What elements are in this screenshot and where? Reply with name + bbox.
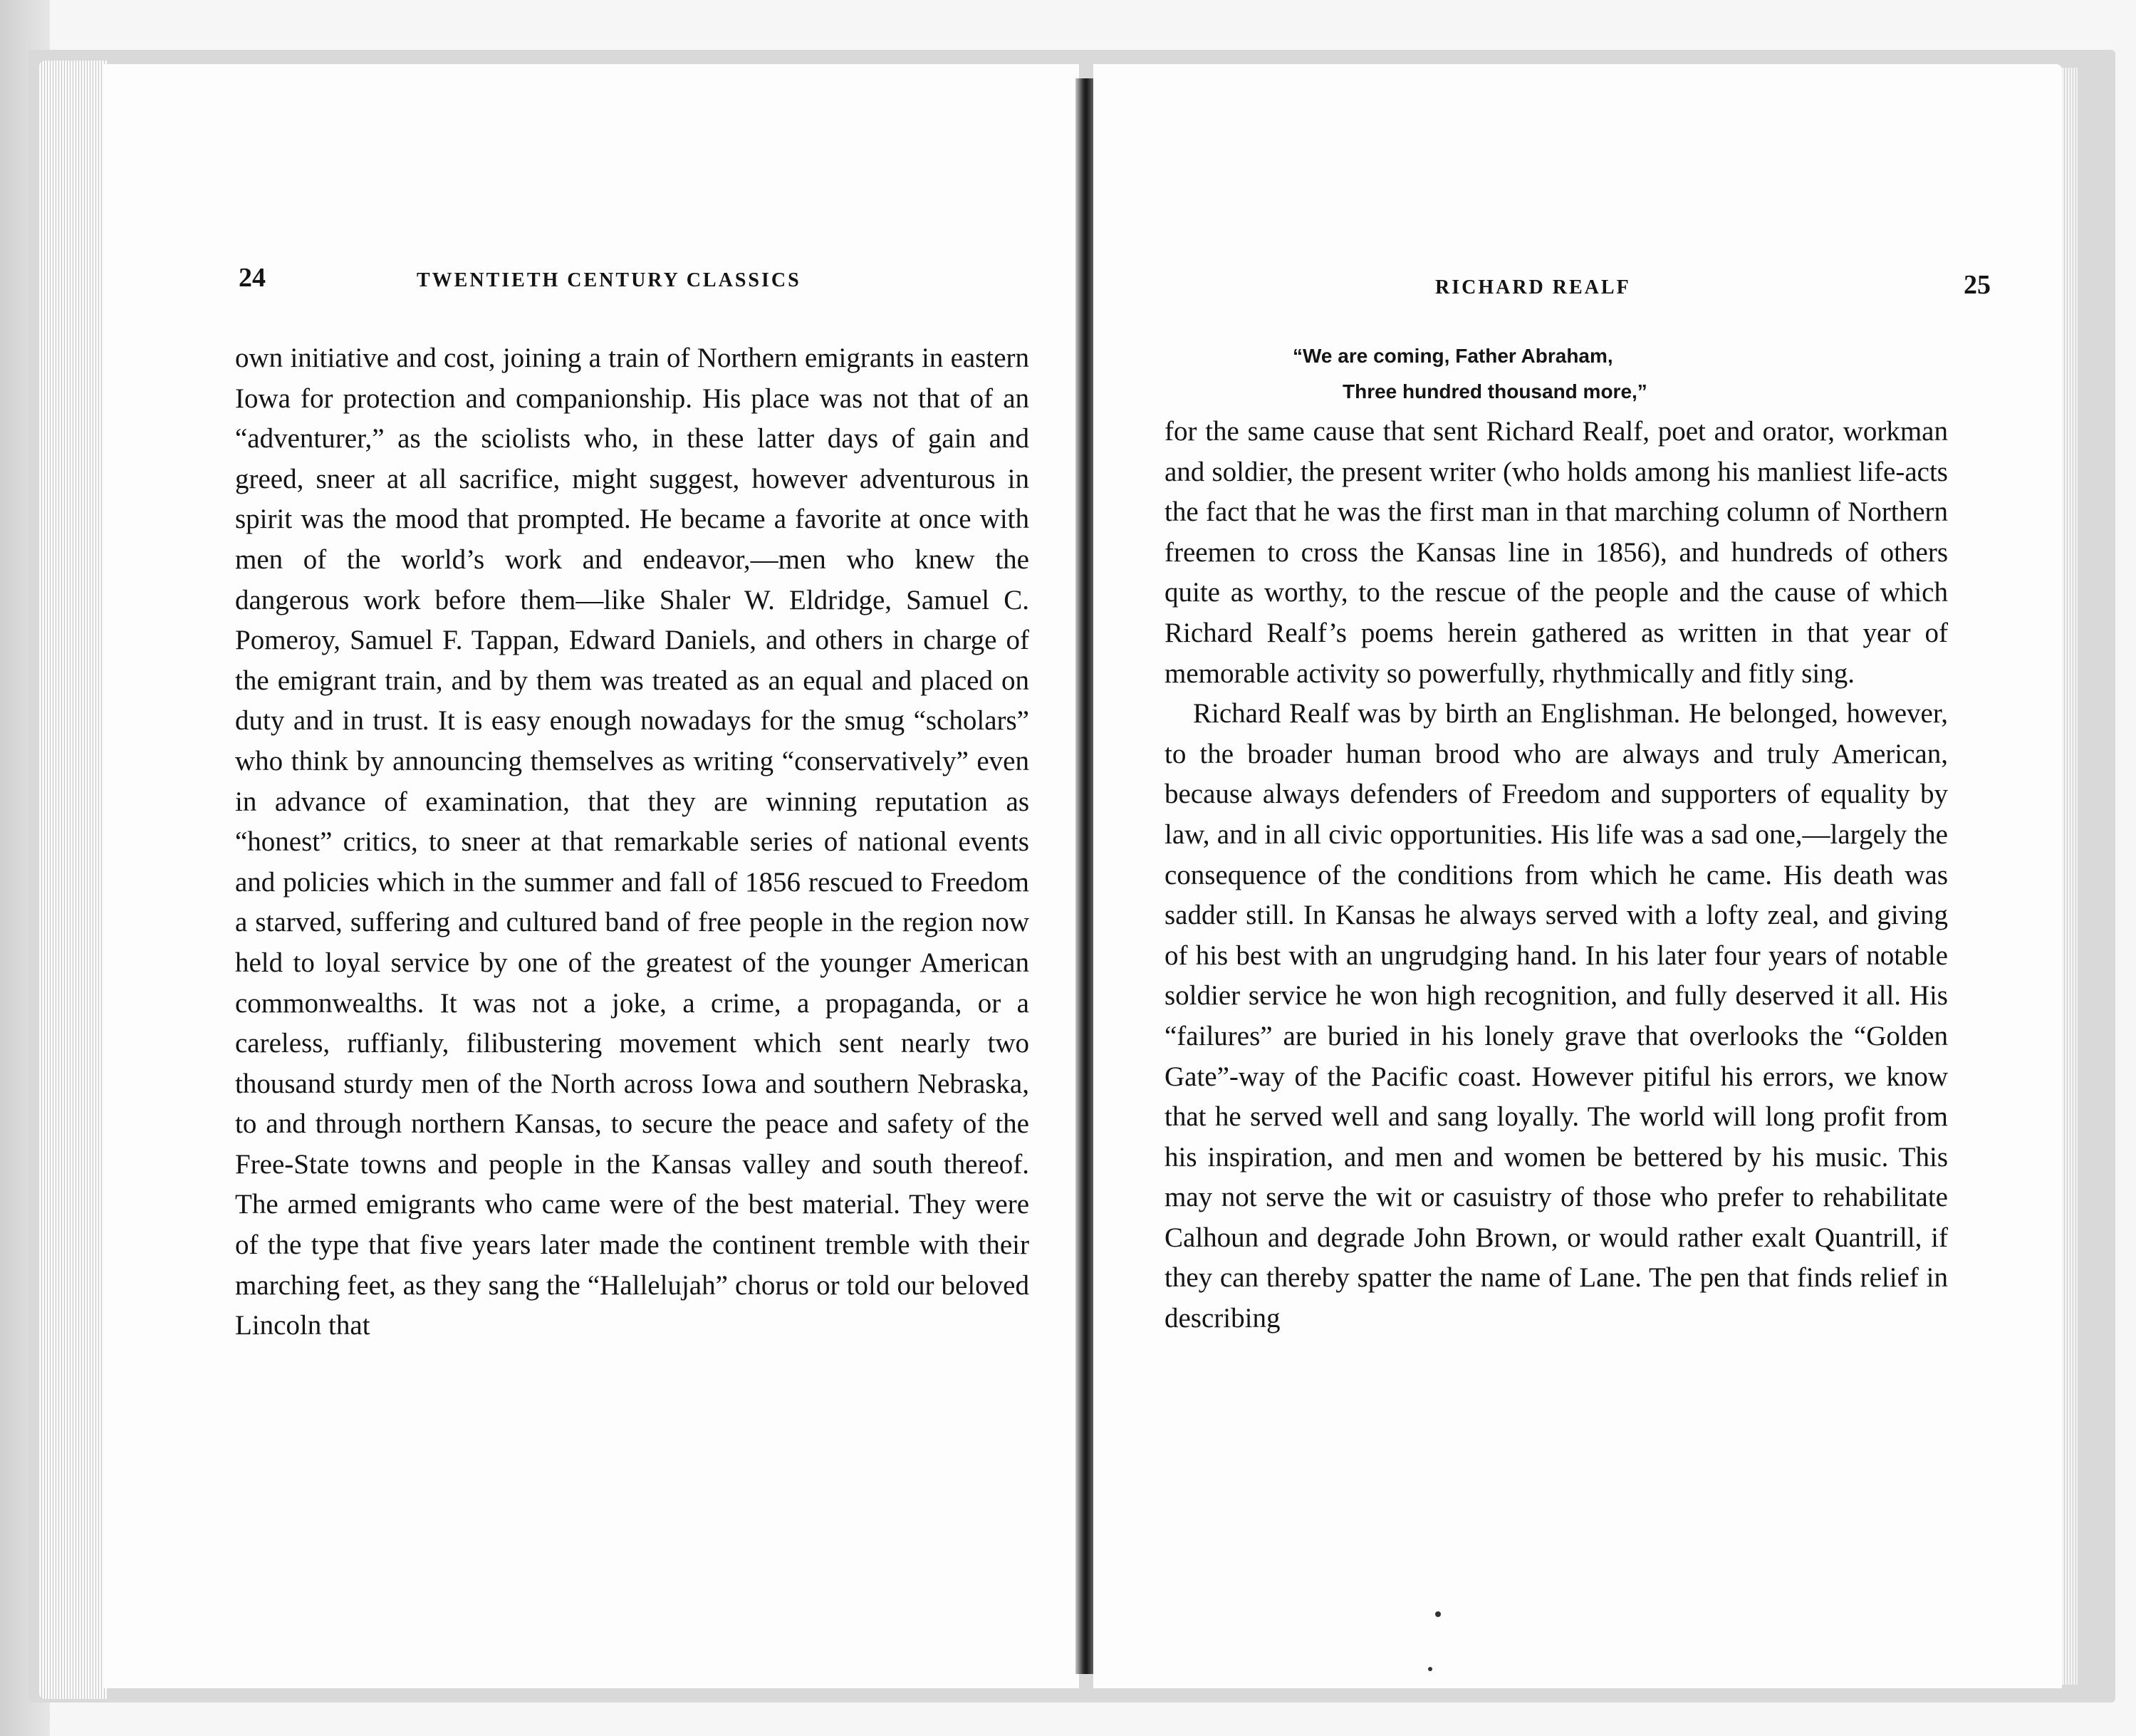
right-running-title: RICHARD REALF [1435, 276, 1631, 298]
ink-speck [1435, 1611, 1441, 1617]
right-page-number: 25 [1964, 270, 1991, 300]
left-running-head [103, 262, 1079, 319]
epigraph-line-2: Three hundred thousand more,” [1343, 380, 1647, 402]
epigraph [1293, 338, 1791, 410]
right-body-text [1165, 412, 1948, 1339]
left-running-title: TWENTIETH CENTURY CLASSICS [417, 269, 801, 291]
right-running-head [1093, 269, 2062, 326]
left-page-edges [39, 61, 107, 1699]
left-page [103, 64, 1079, 1688]
epigraph-line-1: “We are coming, Father Abraham, [1293, 345, 1613, 367]
right-paragraph-1: for the same cause that sent Richard Realf, poet and orator, workman and soldier, the present writer (who holds among his manliest life-acts the fact that he was the first man in that marching column of Northern freemen to cross the Kansas line in 1856), and hundreds of others quite as worthy, to the rescue of the people and the cause of which Richard Realf’s poems herein gathered as written in that year of memorable activity so powerfully, rhythmically and fitly sing. [1165, 416, 1948, 689]
left-page-number: 24 [239, 263, 266, 293]
left-paragraph-1: own initiative and cost, joining a train of Northern emigrants in eastern Iowa for protection and companionship. His place was not that of an “adventurer,” as the sciolists who, in these latter days of gain and greed, sneer at all sacrifice, might suggest, however adventurous in spirit was the mood that prompted. He became a favorite at once with men of the world’s work and endeavor,—men who knew the dangerous work before them—like Shaler W. Eldridge, Samuel C. Pomeroy, Samuel F. Tappan, Edward Daniels, and others in charge of the emigrant train, and by them was treated as an equal and placed on duty and in trust. It is easy enough nowadays for the smug “scholars” who think by announcing themselves as writing “conservatively” even in advance of examination, that they are winning reputation as “honest” critics, to sneer at that remarkable series of national events and policies which in the summer and fall of 1856 rescued to Freedom a starved, suffering and cultured band of free people in the region now held to loyal service by one of the greatest of the younger American commonwealths. It was not a joke, a crime, a propaganda, or a careless, ruffianly, filibustering movement which sent nearly two thousand sturdy men of the North across Iowa and southern Nebraska, to and through northern Kansas, to secure the peace and safety of the Free-State towns and people in the Kansas valley and south thereof. The armed emigrants who came were of the best material. They were of the type that five years later made the continent tremble with their marching feet, as they sang the “Hallelujah” chorus or told our beloved Lincoln that [235, 343, 1029, 1341]
right-page-edges [2062, 68, 2078, 1685]
right-paragraph-2: Richard Realf was by birth an Englishman. He belonged, however, to the broader human brood who are always and truly American, because always defenders of Freedom and supporters of equality by law, and in all civic opportunities. His life was a sad one,—largely the consequence of the conditions from which he came. His death was sadder still. In Kansas he always served with a lofty zeal, and giving of his best with an ungrudging hand. In his later four years of notable soldier service he won high recognition, and fully deserved it all. His “failures” are buried in his lonely grave that overlooks the “Golden Gate”-way of the Pacific coast. However pitiful his errors, we know that he served well and sang loyally. The world will long profit from his inspiration, and men and women be bettered by his music. This may not serve the wit or casuistry of those who prefer to rehabilitate Calhoun and degrade John Brown, or would rather exalt Quantrill, if they can thereby spatter the name of Lane. The pen that finds relief in describing [1165, 698, 1948, 1334]
ink-speck [1428, 1667, 1432, 1671]
book-gutter [1075, 78, 1095, 1674]
right-page [1093, 64, 2062, 1688]
left-body-text [235, 338, 1029, 1346]
